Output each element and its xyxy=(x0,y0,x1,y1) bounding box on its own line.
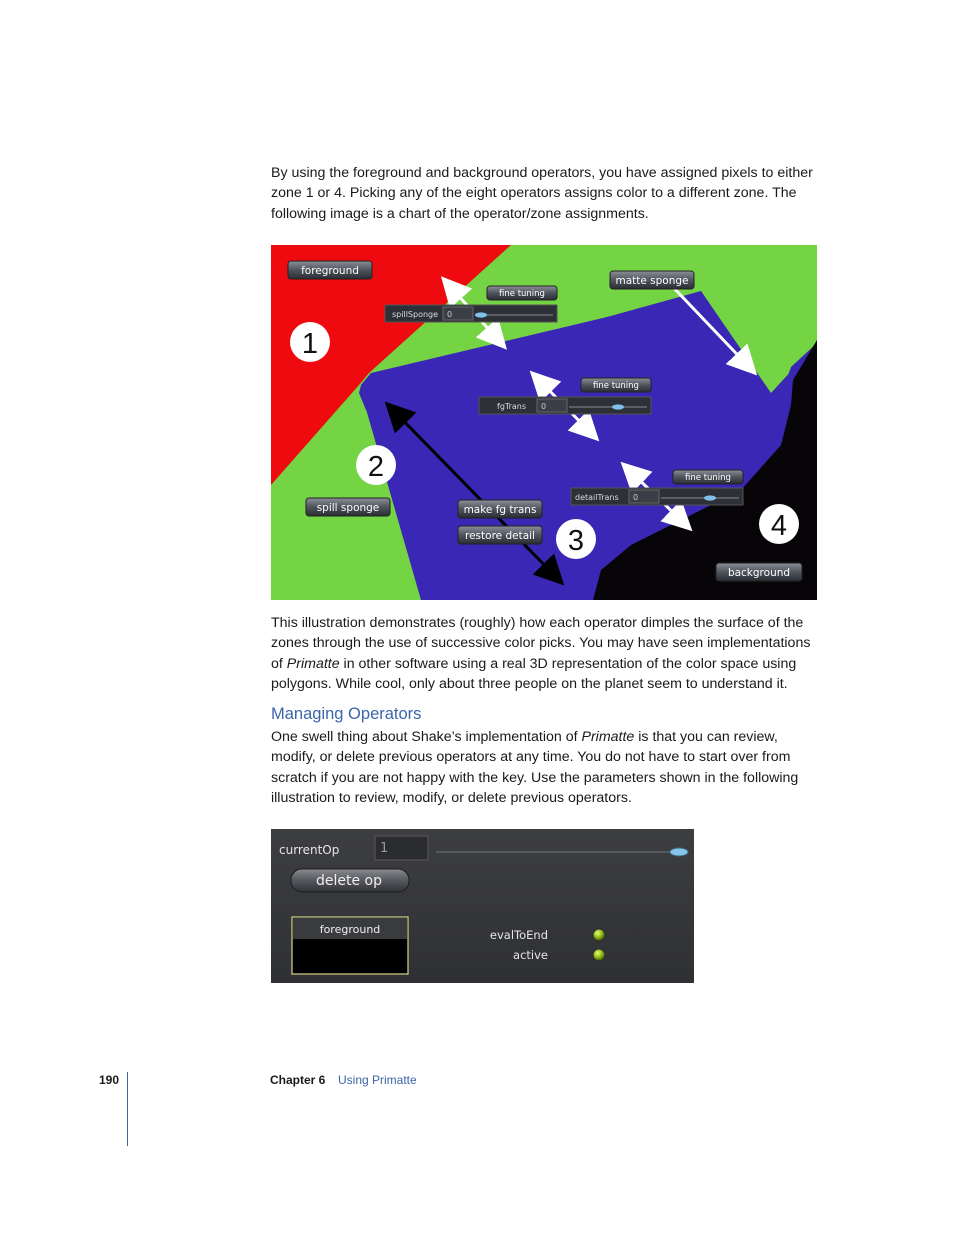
svg-text:foreground: foreground xyxy=(301,265,359,277)
spill-sponge-button[interactable] xyxy=(306,498,390,516)
svg-text:fine tuning: fine tuning xyxy=(685,473,731,483)
delete-op-button[interactable] xyxy=(291,869,409,892)
svg-text:1: 1 xyxy=(301,328,319,360)
svg-text:background: background xyxy=(727,567,791,579)
zone-number-3 xyxy=(556,519,596,559)
spill-sponge-slider[interactable] xyxy=(385,305,557,322)
svg-text:matte sponge: matte sponge xyxy=(615,275,689,287)
svg-text:4: 4 xyxy=(770,510,788,542)
svg-text:detailTrans: detailTrans xyxy=(575,493,619,502)
svg-text:0: 0 xyxy=(633,493,639,502)
zone-number-2 xyxy=(356,445,396,485)
svg-text:0: 0 xyxy=(447,310,453,319)
fine-tuning-button-2[interactable] xyxy=(581,378,651,392)
eval-to-end-label: evalToEnd xyxy=(489,928,548,942)
detail-trans-slider-thumb[interactable] xyxy=(704,495,716,500)
detail-trans-slider[interactable] xyxy=(571,488,743,505)
svg-text:fine tuning: fine tuning xyxy=(593,381,639,391)
section-heading: Managing Operators xyxy=(271,705,422,723)
background-button[interactable] xyxy=(716,563,802,581)
make-fg-trans-button[interactable] xyxy=(458,500,542,518)
restore-detail-button[interactable] xyxy=(458,526,542,544)
operator-list[interactable] xyxy=(292,917,408,974)
svg-text:spillSponge: spillSponge xyxy=(392,310,439,319)
active-label: active xyxy=(513,948,548,962)
footer-rule xyxy=(127,1072,128,1146)
svg-text:delete op: delete op xyxy=(315,873,383,889)
foreground-button[interactable] xyxy=(288,261,372,279)
svg-text:make fg trans: make fg trans xyxy=(463,504,537,516)
svg-text:restore detail: restore detail xyxy=(465,530,535,542)
operators-panel-figure xyxy=(271,829,694,983)
svg-text:3: 3 xyxy=(567,525,585,557)
spill-sponge-slider-thumb[interactable] xyxy=(475,312,487,317)
page-number: 190 xyxy=(99,1073,120,1087)
svg-text:spill sponge: spill sponge xyxy=(316,502,380,514)
footer-chapter-title: Using Primatte xyxy=(338,1073,417,1087)
fine-tuning-button[interactable] xyxy=(487,286,557,300)
svg-text:0: 0 xyxy=(541,402,547,411)
current-op-label: currentOp xyxy=(279,843,340,857)
current-op-slider-thumb[interactable] xyxy=(670,848,688,856)
fine-tuning-button-3[interactable] xyxy=(673,470,743,484)
matte-sponge-button[interactable] xyxy=(610,271,694,289)
zone-chart-figure xyxy=(271,245,817,600)
eval-to-end-toggle[interactable] xyxy=(593,929,605,941)
active-toggle[interactable] xyxy=(593,949,605,961)
operators-paragraph: This illustration demonstrates (roughly) how each operator dimples the surface of the zones through the use of successive color picks. You may have seen implementations of Primatte in other software using a real 3D representation of the color space using polygons. While cool, only about three people on the planet seem to understand it. xyxy=(271,615,811,693)
fg-trans-slider[interactable] xyxy=(479,397,651,414)
managing-paragraph: One swell thing about Shake’s implementation of Primatte is that you can review, modify, or delete previous operators at any time. You do not have to start over from scratch if you are not happy with the key. Use the parameters shown in the following illustration to review, modify, or delete previous operators. xyxy=(271,729,799,807)
svg-text:fine tuning: fine tuning xyxy=(499,289,545,299)
fg-trans-slider-thumb[interactable] xyxy=(612,404,624,409)
svg-text:2: 2 xyxy=(367,451,385,483)
zone-number-4 xyxy=(759,504,799,544)
svg-text:foreground: foreground xyxy=(319,923,381,936)
footer-chapter: Chapter 6 xyxy=(270,1073,326,1087)
svg-text:fgTrans: fgTrans xyxy=(497,402,527,411)
intro-paragraph: By using the foreground and background operators, you have assigned pixels to either zone 1 or 4. Picking any of the eight operators assigns color to a different zone. The following image is a chart of the operator/zone assignments. xyxy=(271,165,813,222)
svg-text:1: 1 xyxy=(380,841,389,856)
zone-number-1 xyxy=(290,322,330,362)
